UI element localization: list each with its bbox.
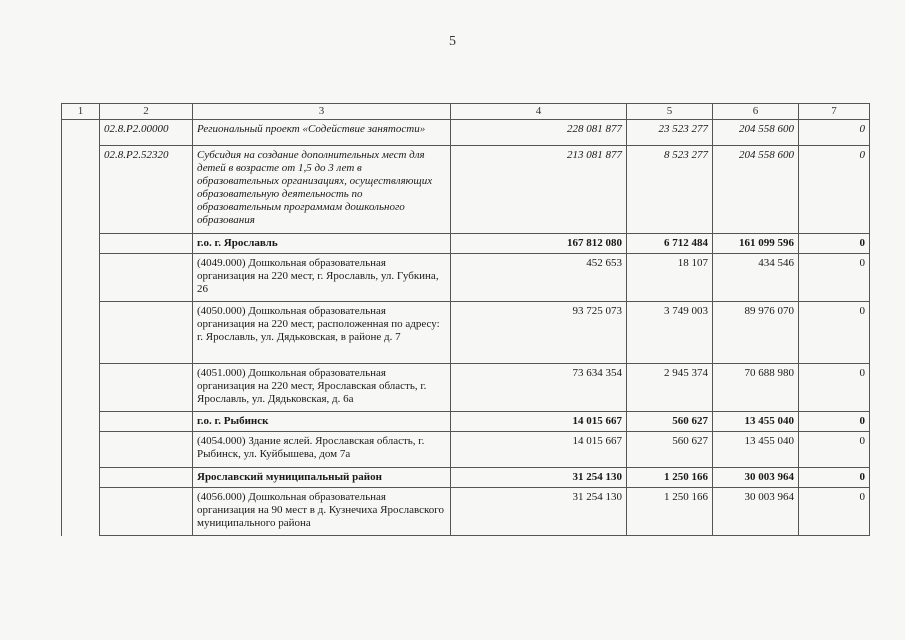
name-cell: Региональный проект «Содействие занятости»: [193, 120, 451, 146]
table-row: [62, 412, 870, 432]
code-cell: [100, 254, 193, 302]
name-cell: (4050.000) Дошкольная образовательная организация на 220 мест, расположенная по адресу: г. Ярославль, ул. Дядьковская, в районе д. 7: [193, 302, 451, 364]
name-cell: (4049.000) Дошкольная образовательная организация на 220 мест, г. Ярославль, ул. Губкина, 26: [193, 254, 451, 302]
value-cell-7: 0: [799, 412, 870, 432]
code-cell: [100, 412, 193, 432]
code-cell: [100, 432, 193, 468]
value-cell-7: 0: [799, 254, 870, 302]
value-cell-5: 560 627: [627, 412, 713, 432]
value-cell-5: 3 749 003: [627, 302, 713, 364]
header-cell-1: 1: [62, 104, 100, 120]
table-row: [62, 468, 870, 488]
value-cell-5: 560 627: [627, 432, 713, 468]
value-cell-7: 0: [799, 468, 870, 488]
empty-column-cell: [62, 120, 100, 536]
name-cell: г.о. г. Ярославль: [193, 234, 451, 254]
value-cell-7: 0: [799, 302, 870, 364]
value-cell-7: 0: [799, 364, 870, 412]
table-row: [62, 432, 870, 468]
value-cell-4: 167 812 080: [451, 234, 627, 254]
code-cell: [100, 234, 193, 254]
name-cell: Ярославский муниципальный район: [193, 468, 451, 488]
value-cell-4: 14 015 667: [451, 412, 627, 432]
header-row: [62, 104, 870, 120]
value-cell-5: 2 945 374: [627, 364, 713, 412]
value-cell-4: 452 653: [451, 254, 627, 302]
value-cell-7: 0: [799, 120, 870, 146]
name-cell: Субсидия на создание дополнительных мест для детей в возрасте от 1,5 до 3 лет в образовательных организациях, осуществляющих образовательную деятельность по образовательным программам дошкольного образования: [193, 146, 451, 234]
value-cell-6: 30 003 964: [713, 488, 799, 536]
table-row: [62, 302, 870, 364]
value-cell-7: 0: [799, 488, 870, 536]
value-cell-4: 31 254 130: [451, 468, 627, 488]
value-cell-6: 30 003 964: [713, 468, 799, 488]
code-cell: 02.8.P2.00000: [100, 120, 193, 146]
value-cell-4: 31 254 130: [451, 488, 627, 536]
value-cell-5: 1 250 166: [627, 488, 713, 536]
value-cell-6: 13 455 040: [713, 432, 799, 468]
value-cell-6: 434 546: [713, 254, 799, 302]
table-row: [62, 146, 870, 234]
value-cell-5: 1 250 166: [627, 468, 713, 488]
value-cell-4: 213 081 877: [451, 146, 627, 234]
value-cell-4: 228 081 877: [451, 120, 627, 146]
header-cell-2: 2: [100, 104, 193, 120]
header-cell-7: 7: [799, 104, 870, 120]
header-cell-3: 3: [193, 104, 451, 120]
value-cell-7: 0: [799, 234, 870, 254]
value-cell-4: 73 634 354: [451, 364, 627, 412]
code-cell: [100, 488, 193, 536]
table-row: [62, 364, 870, 412]
code-cell: [100, 468, 193, 488]
value-cell-5: 8 523 277: [627, 146, 713, 234]
value-cell-6: 70 688 980: [713, 364, 799, 412]
name-cell: г.о. г. Рыбинск: [193, 412, 451, 432]
name-cell: (4054.000) Здание яслей. Ярославская область, г. Рыбинск, ул. Куйбышева, дом 7а: [193, 432, 451, 468]
table-row: [62, 234, 870, 254]
value-cell-6: 161 099 596: [713, 234, 799, 254]
value-cell-5: 18 107: [627, 254, 713, 302]
header-cell-5: 5: [627, 104, 713, 120]
table-row: [62, 488, 870, 536]
header-cell-4: 4: [451, 104, 627, 120]
code-cell: [100, 302, 193, 364]
value-cell-4: 93 725 073: [451, 302, 627, 364]
name-cell: (4051.000) Дошкольная образовательная организация на 220 мест, Ярославская область, г. Ярославль, ул. Дядьковская, д. 6а: [193, 364, 451, 412]
value-cell-6: 13 455 040: [713, 412, 799, 432]
table-row: [62, 254, 870, 302]
page-number: 5: [449, 34, 456, 49]
code-cell: [100, 364, 193, 412]
budget-table: [61, 103, 870, 536]
value-cell-6: 89 976 070: [713, 302, 799, 364]
value-cell-7: 0: [799, 146, 870, 234]
value-cell-5: 6 712 484: [627, 234, 713, 254]
value-cell-6: 204 558 600: [713, 120, 799, 146]
value-cell-4: 14 015 667: [451, 432, 627, 468]
value-cell-6: 204 558 600: [713, 146, 799, 234]
value-cell-7: 0: [799, 432, 870, 468]
value-cell-5: 23 523 277: [627, 120, 713, 146]
name-cell: (4056.000) Дошкольная образовательная организация на 90 мест в д. Кузнечиха Ярославского муниципального района: [193, 488, 451, 536]
table-row: [62, 120, 870, 146]
header-cell-6: 6: [713, 104, 799, 120]
code-cell: 02.8.P2.52320: [100, 146, 193, 234]
